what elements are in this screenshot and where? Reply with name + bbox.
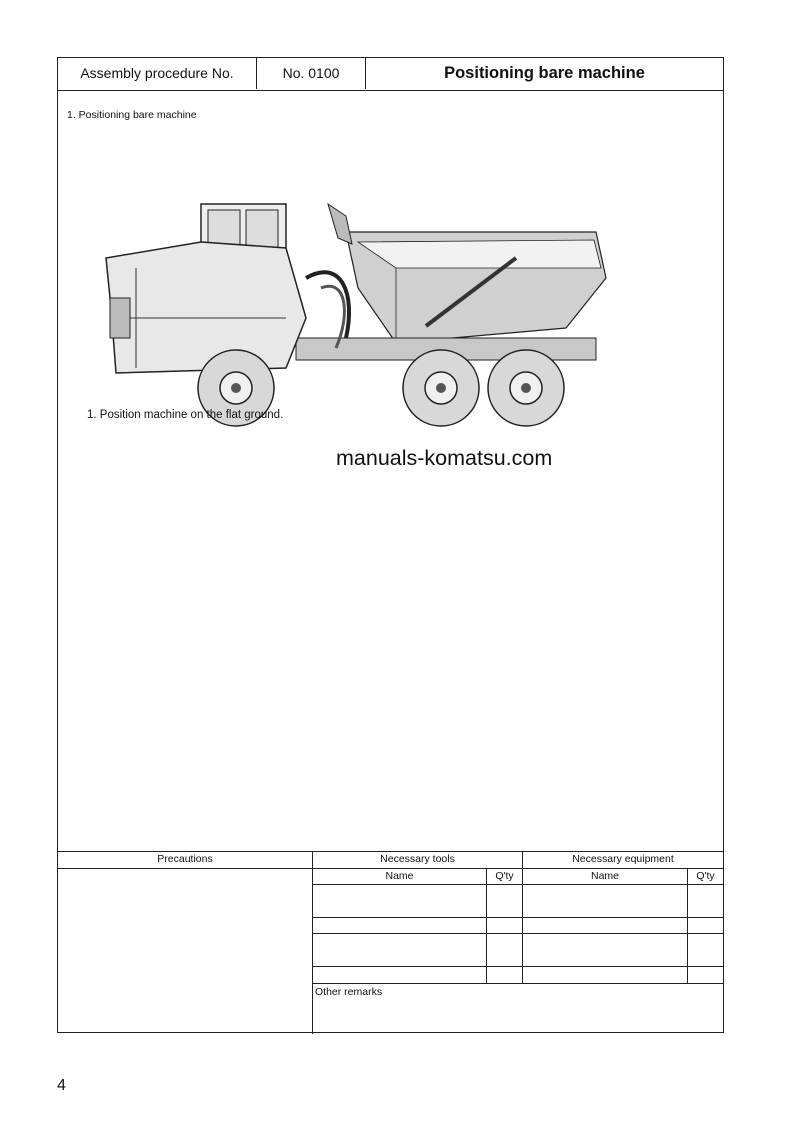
procedure-number: No. 0100 <box>257 58 366 89</box>
equipment-qty-header: Q'ty <box>696 870 715 882</box>
tools-name-header: Name <box>385 870 414 882</box>
assembly-procedure-sheet <box>57 57 724 1033</box>
watermark-text: manuals-komatsu.com <box>336 446 553 470</box>
tools-qty-header: Q'ty <box>495 870 514 882</box>
instruction-text: 1. Position machine on the flat ground. <box>87 409 284 421</box>
page-number: 4 <box>57 1077 66 1094</box>
equipment-heading: Necessary equipment <box>572 853 674 865</box>
step-title: 1. Positioning bare machine <box>67 109 197 121</box>
procedure-label: Assembly procedure No. <box>58 58 257 89</box>
precautions-heading: Precautions <box>157 853 213 865</box>
tools-heading: Necessary tools <box>380 853 455 865</box>
page-title: Positioning bare machine <box>444 64 645 82</box>
other-remarks-label: Other remarks <box>315 986 383 998</box>
dump-truck-illustration <box>96 198 616 432</box>
equipment-name-header: Name <box>590 870 619 882</box>
requirements-table <box>58 851 723 1034</box>
header-row <box>58 58 723 91</box>
